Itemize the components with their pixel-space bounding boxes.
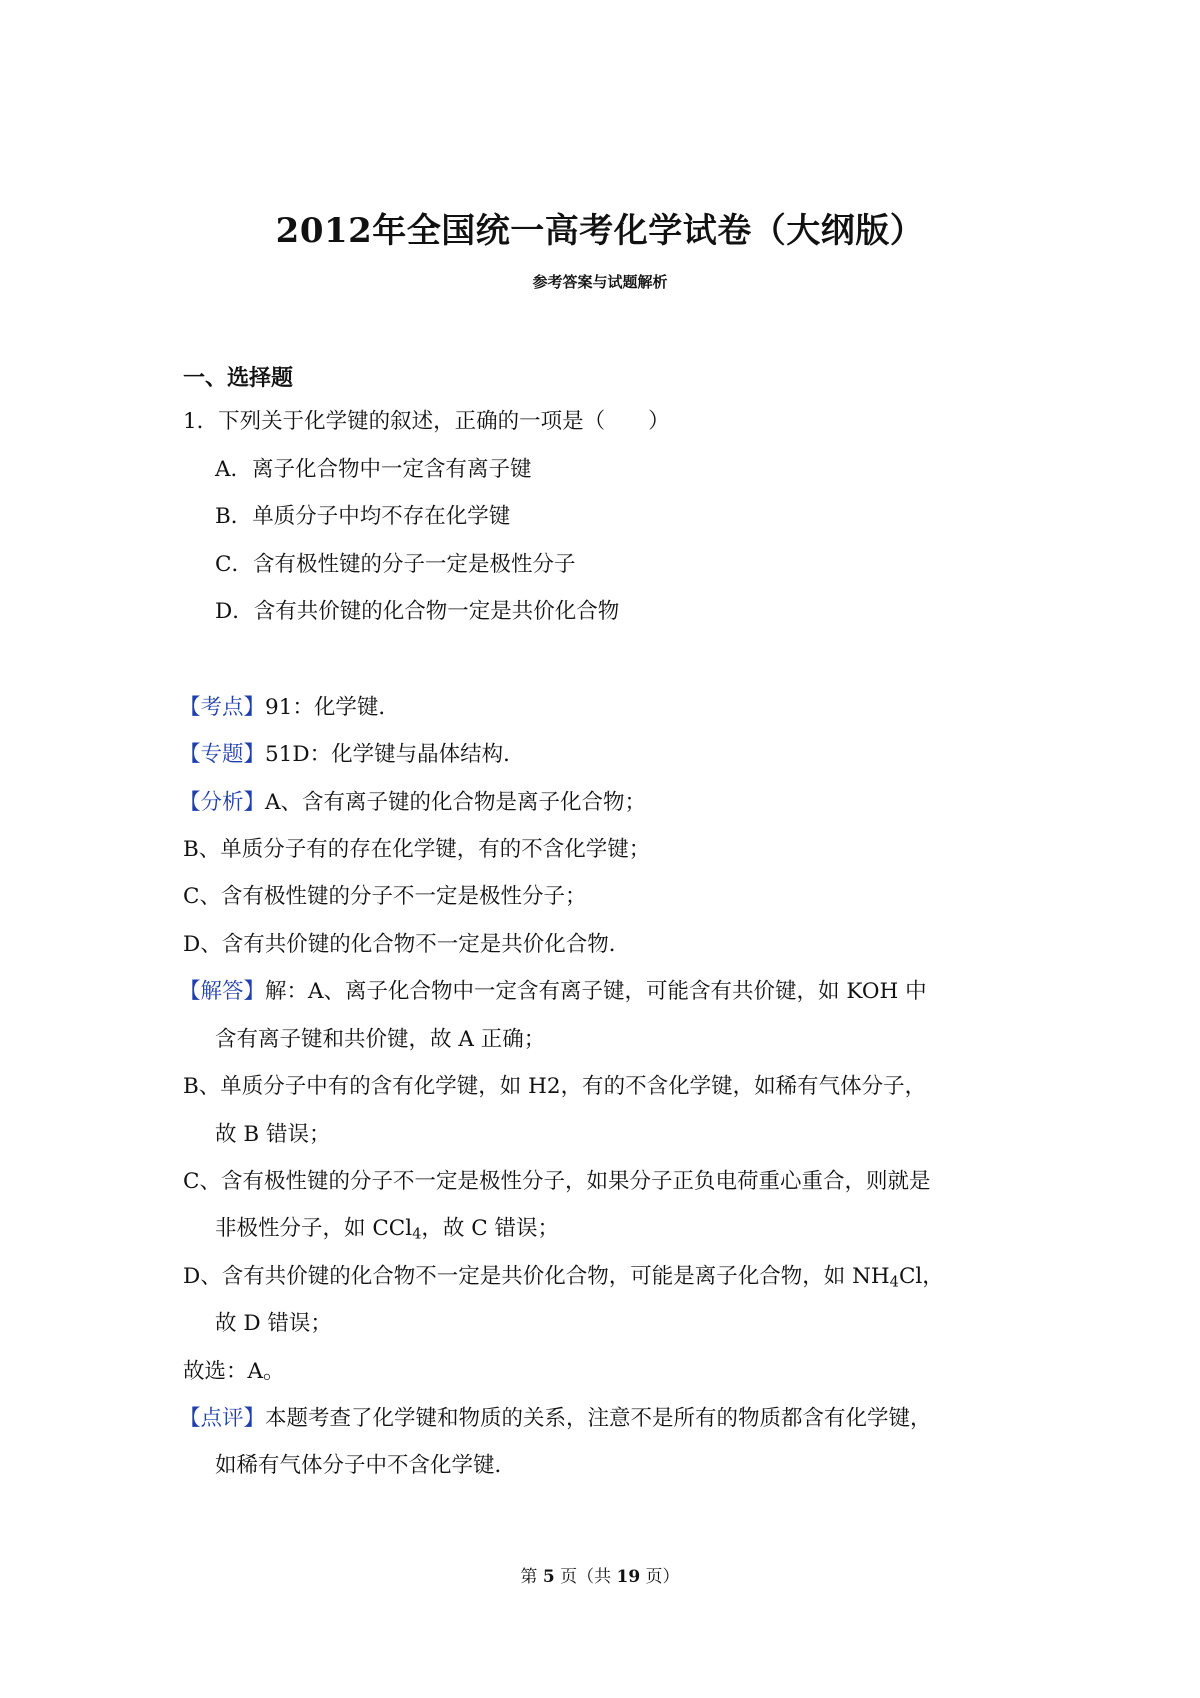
fenxi-tag: 【分析】	[179, 790, 266, 815]
zhuanti-text: 51D：化学键与晶体结构．	[265, 742, 525, 767]
kaodian-text: 91：化学键．	[265, 695, 400, 720]
answer-line: 故选：A。	[183, 1359, 285, 1384]
jieda-line-8: 故 D 错误；	[215, 1311, 332, 1336]
question-stem: 1．下列关于化学键的叙述，正确的一项是（ ）	[183, 409, 670, 434]
fenxi-line	[179, 792, 646, 814]
option-c: C．含有极性键的分子一定是极性分子	[215, 552, 576, 577]
kaodian-line	[179, 697, 400, 719]
jieda-line-6-post: ，故 C 错误；	[421, 1216, 560, 1241]
option-d: D．含有共价键的化合物一定是共价化合物	[215, 599, 620, 624]
dianping-line-1	[179, 1408, 932, 1430]
fenxi-line-a: A、含有离子键的化合物是离子化合物；	[265, 790, 647, 815]
fenxi-line-d: D、含有共价键的化合物不一定是共价化合物．	[183, 932, 631, 957]
footer-total-pages: 19	[616, 1567, 641, 1587]
jieda-tag: 【解答】	[179, 979, 266, 1004]
section-heading: 一、选择题	[183, 365, 294, 391]
jieda-line-5: C、含有极性键的分子不一定是极性分子，如果分子正负电荷重心重合，则就是	[183, 1169, 931, 1194]
jieda-line-4: 故 B 错误；	[215, 1122, 331, 1147]
fenxi-line-c: C、含有极性键的分子不一定是极性分子；	[183, 884, 587, 909]
dianping-line-2: 如稀有气体分子中不含化学键．	[215, 1453, 517, 1478]
footer-prefix: 第	[520, 1567, 543, 1587]
option-a: A．离子化合物中一定含有离子键	[215, 457, 532, 482]
zhuanti-line	[179, 744, 525, 766]
jieda-line-1	[179, 981, 927, 1003]
subscript-4: 4	[412, 1225, 422, 1243]
option-b: B．单质分子中均不存在化学键	[215, 504, 511, 529]
jieda-text-1: 解：A、离子化合物中一定含有离子键，可能含有共价键，如 KOH 中	[265, 979, 927, 1004]
kaodian-tag: 【考点】	[179, 695, 266, 720]
dianping-text-1: 本题考查了化学键和物质的关系，注意不是所有的物质都含有化学键，	[265, 1406, 932, 1431]
subscript-4: 4	[889, 1273, 899, 1291]
fenxi-line-b: B、单质分子有的存在化学键，有的不含化学键；	[183, 837, 651, 862]
page-subtitle: 参考答案与试题解析	[532, 273, 668, 291]
footer-middle: 页（共	[554, 1567, 617, 1587]
zhuanti-tag: 【专题】	[179, 742, 266, 767]
jieda-line-6-pre: 非极性分子，如 CCl	[215, 1216, 413, 1241]
jieda-line-7-pre: D、含有共价键的化合物不一定是共价化合物，可能是离子化合物，如 NH	[183, 1264, 890, 1289]
footer-suffix: 页）	[640, 1567, 680, 1587]
jieda-line-3: B、单质分子中有的含有化学键，如 H2，有的不含化学键，如稀有气体分子，	[183, 1074, 927, 1099]
jieda-line-7	[183, 1264, 944, 1291]
jieda-line-6	[215, 1216, 560, 1243]
page-footer	[0, 1562, 1200, 1587]
jieda-line-7-post: Cl，	[898, 1264, 944, 1289]
jieda-line-2: 含有离子键和共价键，故 A 正确；	[215, 1027, 546, 1052]
dianping-tag: 【点评】	[179, 1406, 266, 1431]
page-title: 2012年全国统一高考化学试卷（大纲版）	[275, 211, 925, 251]
footer-page-number: 5	[542, 1567, 555, 1587]
